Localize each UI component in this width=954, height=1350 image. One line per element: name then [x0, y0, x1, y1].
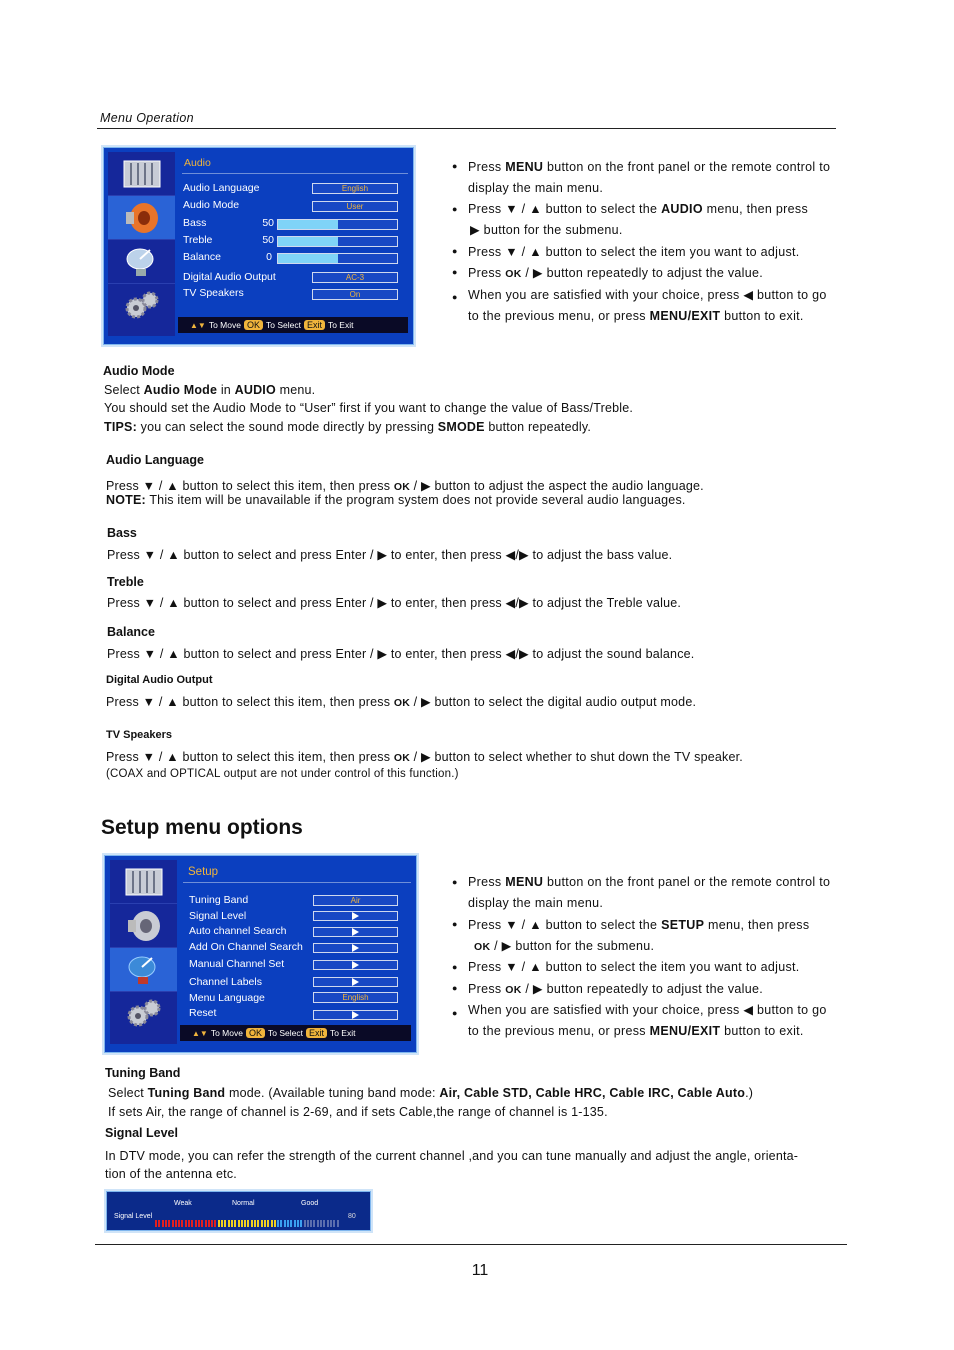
signal-tick	[165, 1220, 167, 1227]
bullet: ●	[452, 292, 458, 302]
bullet-text: to the previous menu, or press MENU/EXIT button to exit.	[468, 309, 804, 323]
header-rule	[97, 128, 836, 129]
signal-tick	[155, 1220, 157, 1227]
section-text: tion of the antenna etc.	[105, 1167, 237, 1181]
signal-tick	[257, 1220, 259, 1227]
signal-tick	[224, 1220, 226, 1227]
signal-tick	[264, 1220, 266, 1227]
section-text: In DTV mode, you can refer the strength of the current channel ,and you can tune manually and adjust the angle, orienta-	[105, 1149, 799, 1163]
setup-menu-screenshot	[104, 855, 417, 1053]
section-text: NOTE: This item will be unavailable if the program system does not provide several audio languages.	[106, 493, 686, 507]
section-title: Signal Level	[105, 1126, 178, 1140]
speaker-icon	[110, 904, 177, 948]
signal-tick	[307, 1220, 309, 1227]
section-text: Press ▼ / ▲ button to select and press Enter / ▶ to enter, then press ◀/▶ to adjust the sound balance.	[107, 647, 695, 661]
signal-tick	[294, 1220, 296, 1227]
gears-icon	[110, 992, 177, 1035]
footer-move: To Move	[208, 320, 241, 330]
section-heading: Setup menu options	[101, 816, 303, 839]
submenu-arrow	[313, 911, 398, 921]
signal-tick	[238, 1220, 240, 1227]
up-down-icon: ▲▼	[190, 320, 206, 330]
arrow-right-icon	[352, 1011, 359, 1019]
menu-item-label: Treble	[183, 234, 213, 246]
menu-item-label: Auto channel Search	[189, 925, 287, 937]
bullet-text: Press OK / ▶ button repeatedly to adjust the value.	[468, 982, 764, 996]
section-text: You should set the Audio Mode to “User” first if you want to change the value of Bass/Treble.	[104, 401, 634, 415]
bass-level-bar	[277, 219, 398, 230]
section-text: Press ▼ / ▲ button to select this item, then press OK / ▶ button to select whether to shut down the TV speaker.	[106, 750, 743, 764]
footer-move: To Move	[210, 1028, 243, 1038]
title-underline	[183, 882, 411, 883]
section-text: (COAX and OPTICAL output are not under control of this function.)	[106, 768, 459, 780]
menu-sidebar	[108, 152, 175, 336]
menu-item-value: User	[312, 201, 398, 212]
signal-tick	[277, 1220, 279, 1227]
bullet-text: Press MENU button on the front panel or the remote control to	[468, 160, 831, 174]
bullet-text: display the main menu.	[468, 181, 604, 195]
menu-item-label: Reset	[189, 1007, 217, 1019]
title-underline	[182, 173, 408, 174]
section-title: Digital Audio Output	[106, 674, 213, 686]
section-title: Bass	[107, 526, 137, 540]
signal-tick	[274, 1220, 276, 1227]
signal-tick	[168, 1220, 170, 1227]
footer-exit: To Exit	[327, 320, 354, 330]
page-number: 11	[471, 1262, 489, 1279]
picture-icon	[110, 860, 177, 904]
section-text: Select Tuning Band mode. (Available tuning band mode: Air, Cable STD, Cable HRC, Cable IRC, Cable Auto.)	[108, 1086, 754, 1100]
menu-item-label: Manual Channel Set	[189, 958, 285, 970]
bullet: ●	[452, 1008, 458, 1018]
satellite-icon	[110, 948, 177, 992]
bullet-text: OK / ▶ button for the submenu.	[474, 939, 655, 953]
menu-item-value: On	[312, 289, 398, 300]
bullet: ●	[452, 246, 458, 256]
signal-tick	[261, 1220, 263, 1227]
menu-item-label: Tuning Band	[189, 894, 249, 906]
signal-tick	[181, 1220, 183, 1227]
signal-tick	[310, 1220, 312, 1227]
ok-key: OK	[244, 320, 263, 330]
menu-item-value: English	[312, 183, 398, 194]
footer-exit: To Exit	[329, 1028, 356, 1038]
signal-tick	[313, 1220, 315, 1227]
up-down-icon: ▲▼	[192, 1028, 208, 1038]
balance-level-bar	[277, 253, 398, 264]
bullet-text: When you are satisfied with your choice, press ◀ button to go	[468, 288, 827, 302]
signal-tick	[201, 1220, 203, 1227]
page-header: Menu Operation	[100, 111, 194, 125]
satellite-icon	[108, 240, 175, 284]
signal-tick	[290, 1220, 292, 1227]
bullet-text: Press OK / ▶ button repeatedly to adjust the value.	[468, 266, 764, 280]
signal-tick	[241, 1220, 243, 1227]
menu-item-label: Audio Language	[183, 182, 260, 194]
bullet-text: Press ▼ / ▲ button to select the item you want to adjust.	[468, 960, 800, 974]
signal-tick	[158, 1220, 160, 1227]
menu-item-label: Channel Labels	[189, 976, 262, 988]
menu-item-label: Digital Audio Output	[183, 271, 276, 283]
signal-tick	[320, 1220, 322, 1227]
section-title: Audio Language	[106, 453, 204, 467]
signal-tick	[208, 1220, 210, 1227]
bullet-text: to the previous menu, or press MENU/EXIT button to exit.	[468, 1024, 804, 1038]
menu-item-label: Audio Mode	[183, 199, 240, 211]
picture-icon	[108, 152, 175, 196]
exit-key: Exit	[306, 1028, 327, 1038]
footer-select: To Select	[267, 1028, 303, 1038]
signal-tick	[297, 1220, 299, 1227]
signal-tick	[330, 1220, 332, 1227]
section-text: TIPS: you can select the sound mode directly by pressing SMODE button repeatedly.	[104, 420, 592, 434]
menu-item-value: English	[313, 992, 398, 1003]
bullet-text: Press ▼ / ▲ button to select the SETUP menu, then press	[468, 918, 810, 932]
signal-tick	[231, 1220, 233, 1227]
signal-tick	[333, 1220, 335, 1227]
signal-tick	[191, 1220, 193, 1227]
signal-level-label: Signal Level	[114, 1213, 153, 1220]
menu-item-label: Bass	[183, 217, 207, 229]
signal-tick	[337, 1220, 339, 1227]
arrow-right-icon	[352, 978, 359, 986]
submenu-arrow	[313, 1010, 398, 1020]
menu-footer	[178, 317, 408, 333]
signal-tick	[271, 1220, 273, 1227]
signal-tick	[185, 1220, 187, 1227]
exit-key: Exit	[304, 320, 325, 330]
section-title: Audio Mode	[103, 364, 175, 378]
section-title: TV Speakers	[106, 729, 173, 741]
section-text: If sets Air, the range of channel is 2-69, and if sets Cable,the range of channel is 1-135.	[108, 1105, 608, 1119]
bullet: ●	[452, 161, 458, 171]
menu-title: Audio	[184, 157, 211, 169]
menu-item-value: Air	[313, 895, 398, 906]
signal-tick	[280, 1220, 282, 1227]
arrow-right-icon	[352, 961, 359, 969]
menu-item-number: 50	[262, 234, 274, 246]
signal-tick	[327, 1220, 329, 1227]
menu-sidebar	[110, 860, 177, 1044]
section-title: Treble	[107, 575, 144, 589]
section-title: Balance	[107, 625, 155, 639]
bullet-text: Press ▼ / ▲ button to select the AUDIO menu, then press	[468, 202, 808, 216]
signal-tick	[247, 1220, 249, 1227]
signal-tick	[214, 1220, 216, 1227]
signal-tick	[234, 1220, 236, 1227]
signal-tick	[175, 1220, 177, 1227]
menu-item-label: Balance	[183, 251, 221, 263]
bullet: ●	[452, 267, 458, 277]
signal-tick	[198, 1220, 200, 1227]
arrow-right-icon	[352, 928, 359, 936]
bullet-text: display the main menu.	[468, 896, 604, 910]
submenu-arrow	[313, 943, 398, 953]
section-text: Press ▼ / ▲ button to select this item, then press OK / ▶ button to adjust the aspect the audio language.	[106, 479, 704, 493]
menu-item-label: Menu Language	[189, 992, 265, 1004]
bullet: ●	[452, 983, 458, 993]
signal-tick	[172, 1220, 174, 1227]
bullet: ●	[452, 919, 458, 929]
section-text: Press ▼ / ▲ button to select and press Enter / ▶ to enter, then press ◀/▶ to adjust the bass value.	[107, 548, 673, 562]
signal-tick	[284, 1220, 286, 1227]
signal-tick	[178, 1220, 180, 1227]
signal-tick	[195, 1220, 197, 1227]
signal-tick	[304, 1220, 306, 1227]
menu-item-label: Add On Channel Search	[189, 941, 303, 953]
submenu-arrow	[313, 960, 398, 970]
section-text: Press ▼ / ▲ button to select and press Enter / ▶ to enter, then press ◀/▶ to adjust the Treble value.	[107, 596, 682, 610]
menu-item-label: Signal Level	[189, 910, 247, 922]
audio-menu-screenshot	[103, 147, 414, 345]
signal-tick	[287, 1220, 289, 1227]
arrow-right-icon	[352, 944, 359, 952]
arrow-right-icon	[352, 912, 359, 920]
signal-tick	[228, 1220, 230, 1227]
menu-item-label: TV Speakers	[183, 287, 244, 299]
signal-tick	[244, 1220, 246, 1227]
section-text: Select Audio Mode in AUDIO menu.	[104, 383, 316, 397]
treble-level-bar	[277, 236, 398, 247]
menu-title: Setup	[188, 866, 219, 878]
bullet-text: Press ▼ / ▲ button to select the item you want to adjust.	[468, 245, 800, 259]
submenu-arrow	[313, 977, 398, 987]
signal-tick	[317, 1220, 319, 1227]
good-label: Good	[301, 1200, 319, 1207]
bullet: ●	[452, 204, 458, 214]
normal-label: Normal	[232, 1200, 255, 1207]
menu-item-number: 50	[262, 217, 274, 229]
footer-select: To Select	[265, 320, 301, 330]
footer-rule	[95, 1244, 847, 1245]
bullet: ●	[452, 962, 458, 972]
weak-label: Weak	[174, 1200, 192, 1207]
menu-footer	[180, 1025, 411, 1041]
signal-tick	[254, 1220, 256, 1227]
signal-tick	[300, 1220, 302, 1227]
bullet-text: Press MENU button on the front panel or the remote control to	[468, 875, 831, 889]
signal-tick	[205, 1220, 207, 1227]
menu-item-value: AC-3	[312, 272, 398, 283]
signal-value: 80	[348, 1213, 356, 1220]
gears-icon	[108, 284, 175, 327]
signal-tick	[221, 1220, 223, 1227]
signal-tick	[218, 1220, 220, 1227]
signal-tick	[251, 1220, 253, 1227]
bullet: ●	[452, 877, 458, 887]
signal-tick	[188, 1220, 190, 1227]
section-title: Tuning Band	[105, 1066, 181, 1080]
submenu-arrow	[313, 927, 398, 937]
bullet-text: ▶ button for the submenu.	[470, 223, 623, 237]
signal-tick	[267, 1220, 269, 1227]
signal-tick	[211, 1220, 213, 1227]
speaker-icon	[108, 196, 175, 240]
section-text: Press ▼ / ▲ button to select this item, then press OK / ▶ button to select the digital audio output mode.	[106, 695, 697, 709]
signal-tick	[323, 1220, 325, 1227]
signal-tick	[162, 1220, 164, 1227]
menu-item-number: 0	[266, 251, 272, 263]
bullet-text: When you are satisfied with your choice, press ◀ button to go	[468, 1003, 827, 1017]
ok-key: OK	[246, 1028, 265, 1038]
